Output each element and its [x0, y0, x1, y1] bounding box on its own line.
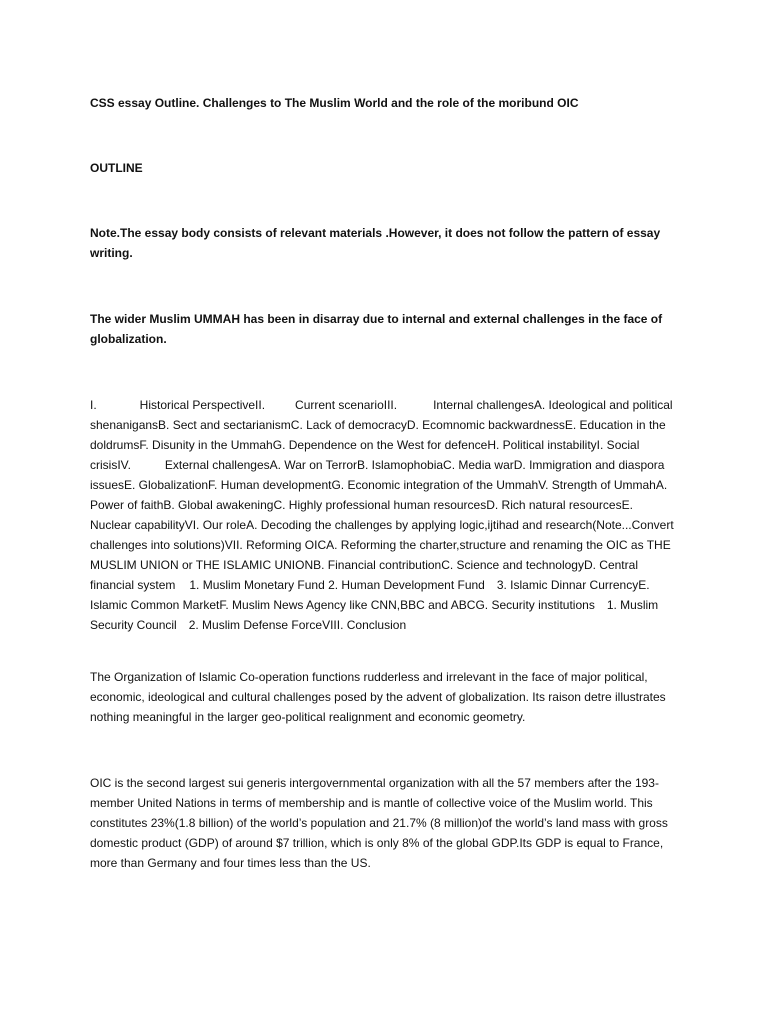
intro-paragraph: The wider Muslim UMMAH has been in disarray due to internal and external challenges in the face of globalization. — [90, 312, 663, 346]
outline-segment: 2. Muslim Defense ForceVIII. Conclusion — [188, 618, 407, 632]
document-title: CSS essay Outline. Challenges to The Muslim World and the role of the moribund OIC — [90, 96, 579, 110]
outline-segment: 1. Muslim Security Council — [90, 598, 659, 632]
outline-segment: Current scenarioIII. — [295, 398, 398, 412]
oic-stats-paragraph: OIC is the second largest sui generis intergovernmental organization with all the 57 members after the 193-member United Nations in terms of membership and is mantle of collective voice of the Muslim world. This constitutes 23%(1.8 billion) of the world’s population and 21.7% (8 million)of the world’s land mass with gross domestic product (GDP) of around $7 trillion, which is only 8% of the global GDP.Its GDP is equal to France, more than Germany and four times less than the US. — [90, 776, 668, 870]
outline-segment: External challengesA. War on TerrorB. IslamophobiaC. Media warD. Immigration and diaspora issuesE. GlobalizationF. Human developmentG. Economic integration of the UmmahV. Strength of UmmahA. Power of faithB. Global awakeningC. Highly professional human resourcesD. Rich natural resourcesE. Nuclear capabilityVI. Our roleA. Decoding the challenges by applying logic,ijtihad and research(Note...Convert challenges into solutions)VII. Reforming OICA. Reforming the charter,structure and renaming the OIC as THE MUSLIM UNION or THE ISLAMIC UNIONB. Financial contributionC. Science and technologyD. Central financial system — [90, 458, 674, 592]
outline-segment: 1. Muslim Monetary Fund 2. Human Development Fund — [189, 578, 485, 592]
outline-segment: Historical PerspectiveII. — [139, 398, 266, 412]
outline-segment: 3. Islamic Dinnar CurrencyE. Islamic Common MarketF. Muslim News Agency like CNN,BBC and ABCG. Security institutions — [90, 578, 650, 612]
outline-list-paragraph — [90, 395, 675, 635]
outline-segment: Internal challengesA. Ideological and political shenanigansB. Sect and sectarianismC. Lack of democracyD. Ecomnomic backwardnessE. Education in the doldrumsF. Disunity in the UmmahG. Dependence on the West for defenceH. Political instabilityI. Social crisisIV. — [90, 398, 673, 472]
note-paragraph: Note.The essay body consists of relevant materials .However, it does not follow the pattern of essay writing. — [90, 226, 661, 260]
oic-intro-paragraph: The Organization of Islamic Co-operation functions rudderless and irrelevant in the face of major political, economic, ideological and cultural challenges posed by the advent of globalization. Its raison detre illustrates nothing meaningful in the larger geo-political realignment and economic geometry. — [90, 670, 666, 724]
outline-segment: I. — [90, 398, 97, 412]
document-page — [90, 0, 675, 1024]
outline-heading: OUTLINE — [90, 161, 143, 175]
